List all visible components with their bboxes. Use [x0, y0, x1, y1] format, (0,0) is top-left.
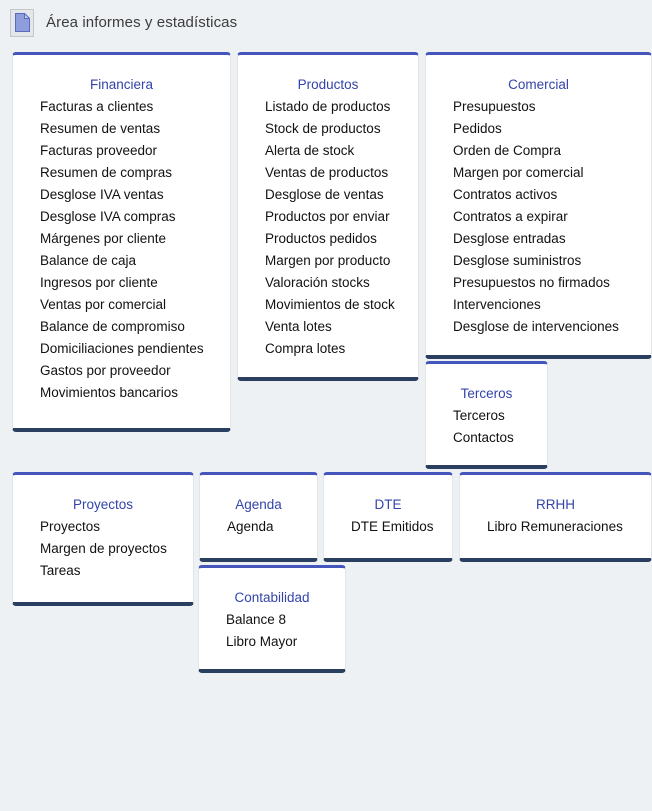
list-item[interactable]: Contactos [453, 430, 514, 445]
card-title-agenda: Agenda [235, 497, 282, 512]
list-item[interactable]: Terceros [453, 408, 505, 423]
list-item[interactable]: Ingresos por cliente [40, 275, 158, 290]
card-title-productos: Productos [297, 77, 359, 92]
list-item[interactable]: Proyectos [40, 519, 101, 534]
card-title-comercial: Comercial [508, 77, 569, 92]
page-header [0, 0, 652, 45]
list-item[interactable]: Balance 8 [226, 612, 287, 627]
card-productos[interactable] [237, 52, 419, 381]
list-item[interactable]: Listado de productos [265, 99, 391, 114]
list-item[interactable]: Presupuestos [453, 99, 536, 114]
list-item[interactable]: DTE Emitidos [351, 519, 434, 534]
card-comercial[interactable] [425, 52, 652, 359]
list-item[interactable]: Productos por enviar [265, 209, 390, 224]
card-contabilidad[interactable] [198, 565, 346, 673]
card-list-contabilidad [199, 609, 345, 653]
list-item[interactable]: Margen por producto [265, 253, 391, 268]
list-item[interactable]: Compra lotes [265, 341, 346, 356]
list-item[interactable]: Tareas [40, 563, 81, 578]
card-title-rrhh: RRHH [536, 497, 575, 512]
list-item[interactable]: Resumen de ventas [40, 121, 161, 136]
list-item[interactable]: Valoración stocks [265, 275, 370, 290]
card-agenda[interactable] [199, 472, 318, 562]
list-item[interactable]: Facturas a clientes [40, 99, 154, 114]
list-item[interactable]: Alerta de stock [265, 143, 355, 158]
list-item[interactable]: Gastos por proveedor [40, 363, 171, 378]
card-title-contabilidad: Contabilidad [234, 590, 310, 605]
document-icon [10, 9, 34, 37]
list-item[interactable]: Facturas proveedor [40, 143, 158, 158]
list-item[interactable]: Margen por comercial [453, 165, 584, 180]
card-title-dte: DTE [374, 497, 402, 512]
card-financiera[interactable] [12, 52, 231, 432]
card-list-terceros [426, 405, 547, 449]
list-item[interactable]: Movimientos bancarios [40, 385, 179, 400]
list-item[interactable]: Desglose suministros [453, 253, 582, 268]
card-terceros[interactable] [425, 361, 548, 469]
card-title-terceros: Terceros [460, 386, 513, 401]
list-item[interactable]: Desglose de intervenciones [453, 319, 619, 334]
list-item[interactable]: Orden de Compra [453, 143, 562, 158]
card-dte[interactable] [323, 472, 453, 562]
list-item[interactable]: Movimientos de stock [265, 297, 395, 312]
card-list-proyectos [13, 516, 193, 582]
card-title-financiera: Financiera [89, 77, 154, 92]
list-item[interactable]: Domiciliaciones pendientes [40, 341, 204, 356]
card-list-rrhh [460, 516, 651, 538]
list-item[interactable]: Desglose entradas [453, 231, 566, 246]
list-item[interactable]: Pedidos [453, 121, 502, 136]
list-item[interactable]: Productos pedidos [265, 231, 377, 246]
card-list-productos [238, 96, 418, 360]
list-item[interactable]: Ventas de productos [265, 165, 389, 180]
card-list-comercial [426, 96, 651, 338]
list-item[interactable]: Agenda [227, 519, 274, 534]
list-item[interactable]: Margen de proyectos [40, 541, 167, 556]
list-item[interactable]: Stock de productos [265, 121, 381, 136]
list-item[interactable]: Balance de compromiso [40, 319, 185, 334]
card-proyectos[interactable] [12, 472, 194, 606]
list-item[interactable]: Desglose de ventas [265, 187, 384, 202]
list-item[interactable]: Desglose IVA compras [40, 209, 176, 224]
list-item[interactable]: Libro Mayor [226, 634, 298, 649]
card-title-proyectos: Proyectos [72, 497, 134, 512]
list-item[interactable]: Intervenciones [453, 297, 541, 312]
page-title: Área informes y estadísticas [46, 14, 238, 31]
list-item[interactable]: Ventas por comercial [40, 297, 167, 312]
list-item[interactable]: Presupuestos no firmados [453, 275, 610, 290]
list-item[interactable]: Balance de caja [40, 253, 137, 268]
card-list-financiera [13, 96, 230, 404]
list-item[interactable]: Venta lotes [265, 319, 332, 334]
list-item[interactable]: Libro Remuneraciones [487, 519, 623, 534]
list-item[interactable]: Contratos activos [453, 187, 558, 202]
card-list-agenda [200, 516, 317, 538]
list-item[interactable]: Contratos a expirar [453, 209, 568, 224]
list-item[interactable]: Márgenes por cliente [40, 231, 167, 246]
card-list-dte [324, 516, 452, 538]
list-item[interactable]: Resumen de compras [40, 165, 173, 180]
list-item[interactable]: Desglose IVA ventas [40, 187, 164, 202]
card-rrhh[interactable] [459, 472, 652, 562]
